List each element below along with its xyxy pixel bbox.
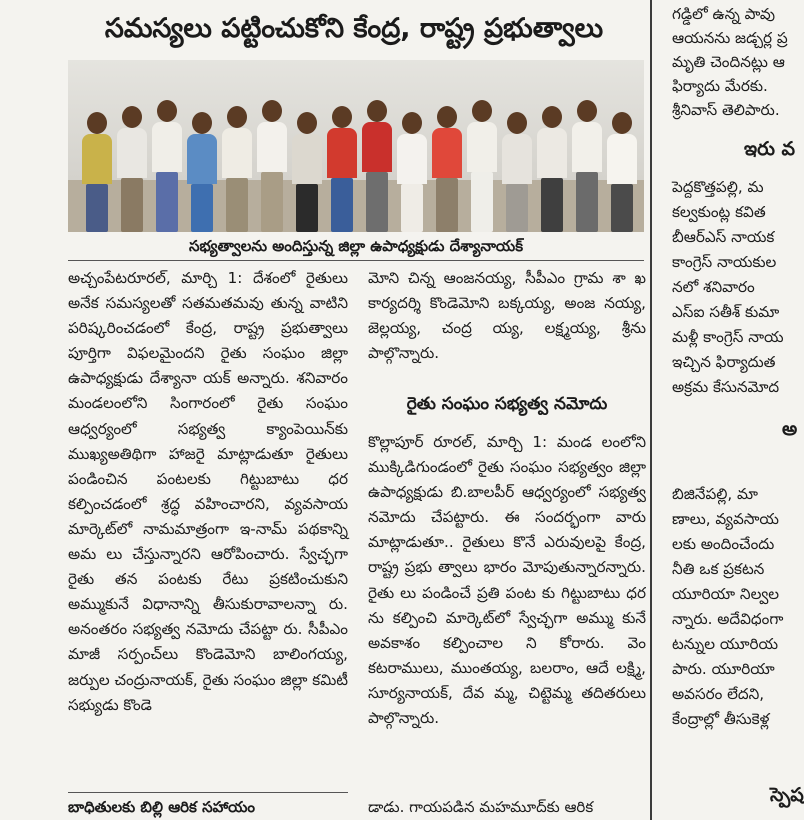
right-column-line: ఎస్ఐ సతీశ్ కుమా bbox=[672, 303, 780, 321]
photo-person bbox=[607, 112, 637, 232]
right-column-line: శ్రీనివాస్ తెలిపారు. bbox=[672, 101, 780, 119]
column-divider bbox=[650, 0, 652, 820]
photo-person bbox=[292, 112, 322, 232]
photo-person bbox=[362, 100, 392, 232]
right-column-line: బిజినేపల్లి, మా bbox=[672, 485, 759, 503]
photo-person bbox=[117, 106, 147, 232]
right-heading-2: అ bbox=[782, 418, 798, 440]
right-column-line: గడ్డిలో ఉన్న పావు bbox=[672, 5, 776, 23]
article-middle-body bbox=[368, 430, 646, 785]
middle-top-text: మోని చిన్న ఆంజనయ్య, సీపీఎం గ్రామ శా ఖ కార్యదర్శి కొండెమోని బక్కయ్య, అంజ నయ్య, జెల్లయ్య, చంద్ర య్య, లక్ష్మయ్య, శ్రీను పాల్గొన్నారు. bbox=[368, 269, 646, 363]
right-column-line: ణాలు, వ్యవసాయ bbox=[672, 510, 779, 528]
news-photo bbox=[68, 60, 644, 232]
sub-headline: రైతు సంఘం సభ్యత్వ నమోదు bbox=[406, 394, 608, 414]
right-column-line: అక్రమ కేసునమోద bbox=[672, 378, 780, 396]
right-column-line: మళ్లీ కాంగ్రెస్ నాయ bbox=[672, 328, 784, 346]
right-heading-1: ఇరు వ bbox=[744, 138, 796, 160]
right-column-line: అవసరం లేదని, bbox=[672, 685, 765, 703]
right-column-line: ఫిర్యాదు మేరకు. bbox=[672, 77, 768, 95]
right-column-cropped bbox=[660, 0, 804, 820]
photo-person bbox=[467, 100, 497, 232]
middle-body-text: కొల్లాపూర్ రూరల్, మార్చి 1: మండ లంలోని ముక్కిడిగుండంలో రైతు సంఘం సభ్యత్వం జిల్లా ఉపాధ్యక్షుడు బి.బాలపీర్ ఆధ్వర్యంలో సభ్యత్వ నమోదు చేపట్టారు. ఈ సందర్భంగా వారు మాట్లాడుతూ.. రైతులు కొనే ఎరువులపై కేంద్ర, రాష్ట్ర ప్రభు త్వాలు భారం మోపుతున్నారన్నారు. రైతు లు పండించే ప్రతి పంట కు గిట్టుబాటు ధర ను కల్పించి మార్కెట్‌లో స్వేచ్ఛగా అమ్ము కునే అవకాశం కల్పించాల ని కోరారు. వెం కటరాములు, ముంతయ్య, బలరాం, ఆదే లక్ష్మి, సూర్యనాయక్, దేవ మ్మ, చిట్టెమ్మ తదితరులు పాల్గొన్నారు. bbox=[368, 433, 646, 728]
photo-person bbox=[502, 112, 532, 232]
caption-divider bbox=[68, 260, 644, 261]
photo-person bbox=[152, 100, 182, 232]
photo-caption: సభ్యత్వాలను అందిస్తున్న జిల్లా ఉపాధ్యక్షుడు దేశ్యానాయక్ bbox=[188, 237, 524, 255]
photo-person bbox=[187, 112, 217, 232]
photo-person bbox=[327, 106, 357, 232]
bottom-fragment-middle: డాడు. గాయపడిన మహమూద్‌కు ఆరిక bbox=[368, 798, 594, 816]
right-column-line: నీతి ఒక ప్రకటన bbox=[672, 560, 765, 578]
left-column-text: అచ్చంపేటరూరల్, మార్చి 1: దేశంలో రైతులు అనేక సమస్యలతో సతమతమవు తున్న వాటిని పరిష్కరించడంలో కేంద్ర, రాష్ట్ర ప్రభుత్వాలు పూర్తిగా విఫలమైందని రైతు సంఘం జిల్లా ఉపాధ్యక్షుడు దేశ్యానా యక్ అన్నారు. శనివారం మండలంలోని సింగారంలో రైతు సంఘం ఆధ్వర్యంలో సభ్యత్వ క్యాంపెయిన్‌కు ముఖ్యఅతిథిగా హాజరై మాట్లాడుతూ రైతులు పండించిన పంటలకు గిట్టుబాటు ధర కల్పించడంలో శ్రద్ధ వహించారని, వ్యవసాయ మార్కెట్‌లో నామమాత్రంగా ఇ-నామ్ పథకాన్ని అమ లు చేస్తున్నారని ఆరోపించారు. స్వేచ్ఛగా రైతు తన పంటకు రేటు ప్రకటించుకుని అమ్ముకునే విధానాన్ని తీసుకురావాలన్నా రు. అనంతరం సభ్యత్వ నమోదు చేపట్టా రు. సీపీఎం మాజీ సర్పంచ్‌లు కొండెమోని బాలింగయ్య, జర్పుల చంద్రునాయక్, రైతు సంఘం జిల్లా కమిటీ సభ్యుడు కొండె bbox=[68, 269, 348, 714]
photo-person bbox=[537, 106, 567, 232]
right-column-line: పెద్దకొత్తపల్లి, మ bbox=[672, 178, 764, 196]
right-column-line: మృతి చెందినట్లు ఆ bbox=[672, 53, 785, 71]
right-column-line: కాంగ్రెస్ నాయకుల bbox=[672, 253, 777, 271]
photo-person bbox=[432, 106, 462, 232]
photo-person bbox=[257, 100, 287, 232]
right-column-line: కల్వకుంట్ల కవిత bbox=[672, 203, 766, 221]
right-column-line: పారు. యూరియా bbox=[672, 660, 775, 678]
right-column-line: కేంద్రాల్లో తీసుకెళ్ల bbox=[672, 710, 770, 728]
photo-person bbox=[397, 112, 427, 232]
photo-person bbox=[222, 106, 252, 232]
right-column-line: యూరియా నిల్వల bbox=[672, 585, 780, 603]
right-column-line: ఇచ్చిన ఫిర్యాదుత bbox=[672, 353, 776, 371]
bottom-fragment-left: బాధితులకు బిల్లి ఆరిక సహాయం bbox=[68, 798, 256, 816]
photo-person bbox=[572, 100, 602, 232]
right-heading-3: స్పెష bbox=[770, 784, 804, 806]
right-column-line: బీఆర్ఎస్ నాయక bbox=[672, 228, 775, 246]
right-column-line: టన్నుల యూరియ bbox=[672, 635, 779, 653]
bottom-divider-left bbox=[68, 792, 348, 793]
article-middle-top bbox=[368, 266, 646, 386]
right-column-line: న్నారు. అదేవిధంగా bbox=[672, 610, 784, 628]
photo-person bbox=[82, 112, 112, 232]
headline: సమస్యలు పట్టించుకోని కేంద్ర, రాష్ట్ర ప్రభుత్వాలు bbox=[104, 13, 604, 44]
right-column-line: నలో శనివారం bbox=[672, 278, 755, 296]
right-column-line: లకు అందించేందు bbox=[672, 535, 775, 553]
article-left-column bbox=[68, 266, 348, 786]
right-column-line: ఆయనను జడ్చర్ల ప్ర bbox=[672, 29, 788, 47]
